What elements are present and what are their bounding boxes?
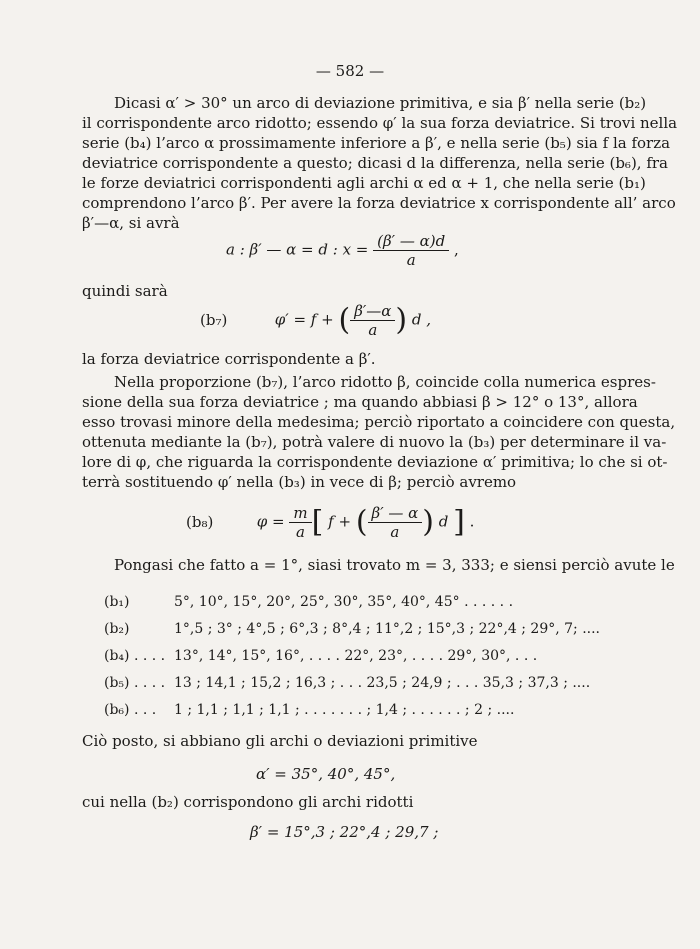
series-label: (b₅) . . . . bbox=[104, 675, 166, 691]
equation-tail: d , bbox=[411, 310, 432, 329]
paren-open: ( bbox=[338, 302, 351, 338]
fraction-numerator: m bbox=[289, 504, 311, 523]
series-row bbox=[104, 620, 600, 638]
text-line: Dicasi α′ > 30° un arco di deviazione primitiva, e sia β′ nella serie (b₂) bbox=[114, 94, 647, 112]
text-line: lore di φ, che riguarda la corrispondente deviazione α′ primitiva; lo che si ot- bbox=[82, 453, 668, 471]
text-line: terrà sostituendo φ′ nella (b₃) in vece di β; perciò avremo bbox=[82, 473, 517, 491]
text-line: quindi sarà bbox=[82, 282, 168, 300]
equation-term: f + bbox=[328, 512, 352, 531]
equation-lhs: a : β′ — α = d : x = bbox=[226, 240, 369, 259]
equation-tail: , bbox=[454, 240, 459, 259]
fraction bbox=[373, 232, 449, 269]
series-values: 13°, 14°, 15°, 16°, . . . . 22°, 23°, . . . . 29°, 30°, . . . bbox=[174, 648, 538, 664]
equation-label: (b₈) bbox=[186, 512, 214, 531]
text-line: la forza deviatrice corrispondente a β′. bbox=[82, 350, 376, 368]
series-row bbox=[104, 647, 537, 665]
equation-lhs: φ = bbox=[256, 512, 285, 531]
text-line: le forze deviatrici corrispondenti agli archi α ed α + 1, che nella serie (b₁) bbox=[82, 174, 646, 192]
series-values: 1 ; 1,1 ; 1,1 ; 1,1 ; . . . . . . . ; 1,4 ; . . . . . . ; 2 ; .... bbox=[174, 702, 515, 718]
equation-b8 bbox=[186, 504, 474, 541]
text-line: ottenuta mediante la (b₇), potrà valere di nuovo la (b₃) per determinare il va- bbox=[82, 433, 667, 451]
fraction bbox=[350, 302, 395, 339]
text-line: serie (b₄) l’arco α prossimamente inferiore a β′, e nella serie (b₅) sia f la forza bbox=[82, 134, 671, 152]
text-line: esso trovasi minore della medesima; perciò riportato a coincidere con questa, bbox=[82, 413, 676, 431]
series-label: (b₂) bbox=[104, 621, 130, 637]
series-row bbox=[104, 701, 514, 719]
page-number: — 582 — bbox=[315, 62, 385, 80]
text-line: il corrispondente arco ridotto; essendo φ′ la sua forza deviatrice. Si trovi nella bbox=[82, 114, 678, 132]
text-line: β′—α, si avrà bbox=[82, 214, 180, 232]
text-line: Ciò posto, si abbiano gli archi o deviazioni primitive bbox=[82, 732, 478, 750]
alpha-values: α′ = 35°, 40°, 45°, bbox=[256, 765, 396, 783]
text-line: sione della sua forza deviatrice ; ma quando abbiasi β > 12° o 13°, allora bbox=[82, 393, 638, 411]
equation-label: (b₇) bbox=[200, 310, 228, 329]
paren-close: ) bbox=[395, 302, 408, 338]
paren-open: ( bbox=[355, 504, 368, 540]
fraction-denominator: a bbox=[296, 523, 305, 541]
fraction-m-over-a bbox=[289, 504, 311, 541]
equation-b7 bbox=[200, 302, 431, 339]
equation-proportion bbox=[226, 232, 459, 269]
fraction-numerator: (β′ — α)d bbox=[373, 232, 449, 251]
fraction-denominator: a bbox=[406, 251, 416, 269]
fraction-numerator: β′ — α bbox=[368, 504, 423, 523]
beta-values: β′ = 15°,3 ; 22°,4 ; 29,7 ; bbox=[250, 823, 439, 841]
text-line: Nella proporzione (b₇), l’arco ridotto β, coincide colla numerica espres- bbox=[114, 373, 656, 391]
text-line: comprendono l’arco β′. Per avere la forza deviatrice x corrispondente all’ arco bbox=[82, 194, 676, 212]
series-label: (b₁) bbox=[104, 594, 130, 610]
equation-lhs: φ′ = f + bbox=[274, 310, 334, 329]
bracket-close: ] bbox=[453, 504, 465, 540]
equation-term: d bbox=[438, 512, 449, 531]
series-label: (b₄) . . . . bbox=[104, 648, 166, 664]
text-line: deviatrice corrispondente a questo; dicasi d la differenza, nella serie (b₆), fra bbox=[82, 154, 668, 172]
series-label: (b₆) . . . bbox=[104, 702, 157, 718]
series-values: 5°, 10°, 15°, 20°, 25°, 30°, 35°, 40°, 45° . . . . . . bbox=[174, 594, 514, 610]
text-line: cui nella (b₂) corrispondono gli archi ridotti bbox=[82, 793, 414, 811]
series-values: 1°,5 ; 3° ; 4°,5 ; 6°,3 ; 8°,4 ; 11°,2 ; 15°,3 ; 22°,4 ; 29°, 7; .... bbox=[174, 621, 601, 637]
paren-close: ) bbox=[422, 504, 434, 540]
bracket-open: [ bbox=[311, 504, 324, 540]
series-row bbox=[104, 674, 590, 692]
series-values: 13 ; 14,1 ; 15,2 ; 16,3 ; . . . 23,5 ; 24,9 ; . . . 35,3 ; 37,3 ; .... bbox=[174, 675, 591, 691]
fraction-denominator: a bbox=[390, 523, 400, 541]
text-line: Pongasi che fatto a = 1°, siasi trovato m = 3, 333; e siensi perciò avute le bbox=[114, 556, 675, 574]
fraction-denominator: a bbox=[368, 321, 378, 339]
equation-tail: . bbox=[469, 512, 475, 531]
fraction bbox=[368, 504, 423, 541]
series-row bbox=[104, 593, 513, 611]
fraction-numerator: β′—α bbox=[350, 302, 395, 321]
